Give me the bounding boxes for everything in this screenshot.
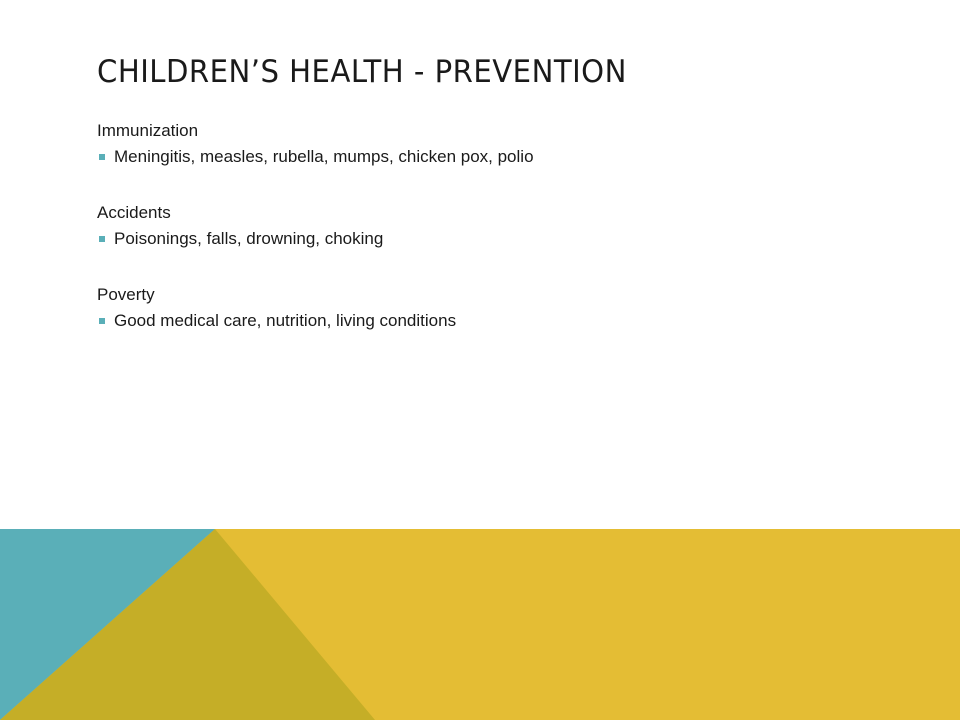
bullet-text: Good medical care, nutrition, living conditions xyxy=(114,311,457,330)
section-accidents xyxy=(97,201,877,251)
bullet-item xyxy=(97,309,877,333)
section-heading: Poverty xyxy=(97,285,155,304)
bullet-item xyxy=(97,227,877,251)
square-bullet-icon xyxy=(99,154,105,160)
section-heading: Accidents xyxy=(97,203,171,222)
square-bullet-icon xyxy=(99,236,105,242)
section-immunization xyxy=(97,119,877,169)
section-poverty xyxy=(97,283,877,333)
bullet-text: Poisonings, falls, drowning, choking xyxy=(114,229,384,248)
slide-title: CHILDREN’S HEALTH - PREVENTION xyxy=(97,54,627,90)
slide-content xyxy=(97,119,877,365)
decorative-color-band xyxy=(0,529,960,720)
bullet-text: Meningitis, measles, rubella, mumps, chicken pox, polio xyxy=(114,147,534,166)
square-bullet-icon xyxy=(99,318,105,324)
bullet-item xyxy=(97,145,877,169)
section-heading: Immunization xyxy=(97,121,199,140)
